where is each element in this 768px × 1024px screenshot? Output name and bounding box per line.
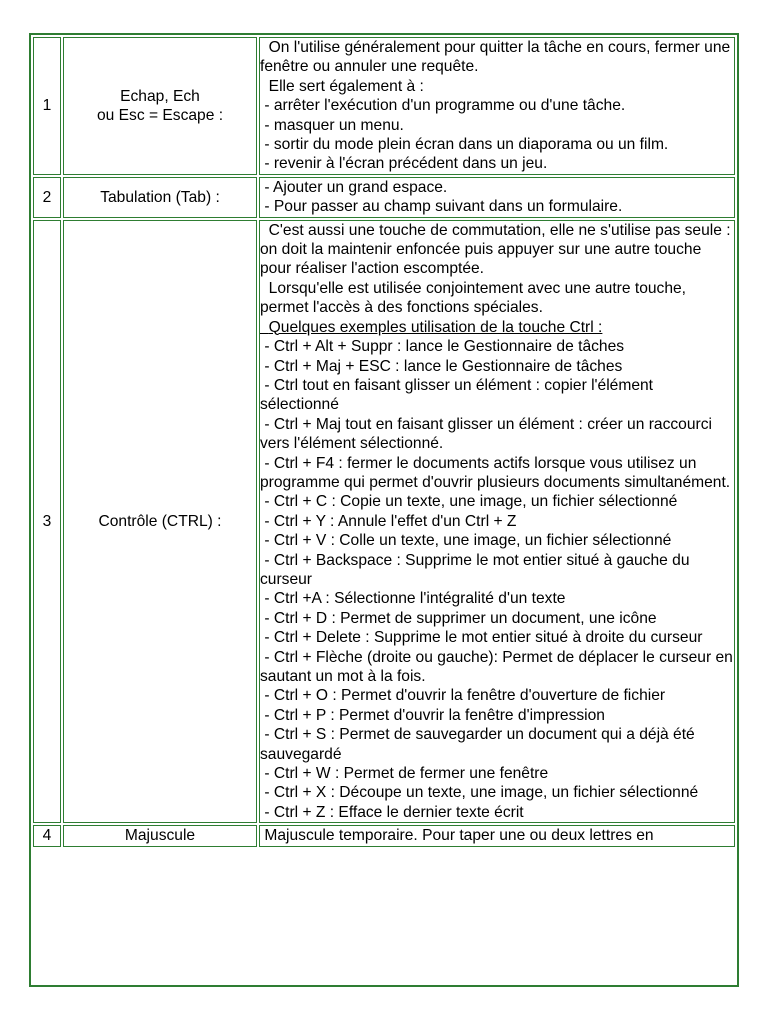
description-cell	[259, 177, 735, 218]
description-line: - Ctrl + V : Colle un texte, une image, un fichier sélectionné	[260, 532, 672, 550]
description-line: - Ctrl + W : Permet de fermer une fenêtre	[260, 765, 549, 783]
description-line: - Ctrl + X : Découpe un texte, une image, un fichier sélectionné	[260, 784, 699, 802]
description-line: - Ajouter un grand espace.	[260, 178, 448, 196]
row-number: 2	[33, 177, 61, 218]
description-line: - arrêter l'exécution d'un programme ou d'une tâche.	[260, 97, 626, 115]
key-name-cell	[63, 825, 257, 846]
keyboard-shortcuts-table	[31, 35, 737, 849]
description-line: - Ctrl + Delete : Supprime le mot entier situé à droite du curseur	[260, 629, 703, 647]
description-line: - Pour passer au champ suivant dans un formulaire.	[260, 198, 623, 216]
description-line: - Ctrl + Maj + ESC : lance le Gestionnaire de tâches	[260, 357, 623, 375]
row-number: 4	[33, 825, 61, 846]
key-name-line: ou Esc = Escape :	[96, 106, 224, 124]
description-line: - Ctrl + C : Copie un texte, une image, un fichier sélectionné	[260, 493, 678, 511]
description-cell	[259, 220, 738, 824]
description-line: Elle sert également à :	[260, 77, 424, 95]
description-line: - Ctrl tout en faisant glisser un élément : copier l'élément sélectionné	[260, 376, 658, 414]
key-name-cell	[63, 37, 257, 175]
row-number: 3	[33, 220, 61, 824]
key-name-line: Tabulation (Tab) :	[100, 188, 220, 206]
examples-heading: Quelques exemples utilisation de la touche Ctrl :	[260, 318, 603, 336]
description-line: - Ctrl + Maj tout en faisant glisser un élément : créer un raccourci vers l'élément sélectionné.	[260, 415, 717, 453]
table-row	[33, 37, 735, 175]
shortcut-table-frame	[29, 33, 739, 987]
description-line: - Ctrl + Z : Efface le dernier texte écrit	[260, 803, 524, 821]
row-number: 1	[33, 37, 61, 175]
description-line: Lorsqu'elle est utilisée conjointement avec une autre touche, permet l'accès à des fonctions spéciales.	[260, 279, 691, 317]
key-name-cell	[63, 220, 257, 824]
description-line: C'est aussi une touche de commutation, elle ne s'utilise pas seule : on doit la maintenir enfoncée puis appuyer sur une autre touche pour réaliser l'action escomptée.	[260, 221, 735, 278]
description-line: Majuscule temporaire. Pour taper une ou deux lettres en	[260, 827, 654, 845]
key-name-cell	[63, 177, 257, 218]
description-line: - Ctrl + S : Permet de sauvegarder un document qui a déjà été sauvegardé	[260, 726, 700, 763]
description-line: - sortir du mode plein écran dans un diaporama ou un film.	[260, 136, 669, 154]
key-name-line: Contrôle (CTRL) :	[98, 512, 222, 530]
description-line: - Ctrl + Y : Annule l'effet d'un Ctrl + Z	[260, 512, 517, 530]
description-cell	[259, 37, 735, 175]
description-line: - Ctrl + F4 : fermer le documents actifs lorsque vous utilisez un programme qui permet d'ouvrir plusieurs documents simultanément.	[260, 454, 731, 491]
description-line: - Ctrl + P : Permet d'ouvrir la fenêtre d'impression	[260, 706, 605, 724]
description-line: - masquer un menu.	[260, 116, 404, 134]
description-line: - Ctrl + Backspace : Supprime le mot entier situé à gauche du curseur	[260, 551, 694, 588]
key-name-line: Majuscule	[124, 827, 196, 845]
table-row	[33, 177, 735, 218]
description-cell	[259, 825, 735, 846]
table-row	[33, 825, 735, 846]
description-line: - Ctrl + Alt + Suppr : lance le Gestionnaire de tâches	[260, 338, 625, 356]
description-line: - Ctrl + Flèche (droite ou gauche): Permet de déplacer le curseur en sautant un mot à la fois.	[260, 648, 738, 685]
table-row	[33, 220, 735, 824]
description-line: - revenir à l'écran précédent dans un jeu.	[260, 155, 548, 173]
description-line: - Ctrl + D : Permet de supprimer un document, une icône	[260, 609, 657, 627]
description-line: On l'utilise généralement pour quitter la tâche en cours, fermer une fenêtre ou annuler une requête.	[260, 39, 735, 76]
description-line: - Ctrl + O : Permet d'ouvrir la fenêtre d'ouverture de fichier	[260, 687, 666, 705]
description-line: - Ctrl +A : Sélectionne l'intégralité d'un texte	[260, 590, 566, 608]
key-name-line: Echap, Ech	[120, 87, 200, 105]
